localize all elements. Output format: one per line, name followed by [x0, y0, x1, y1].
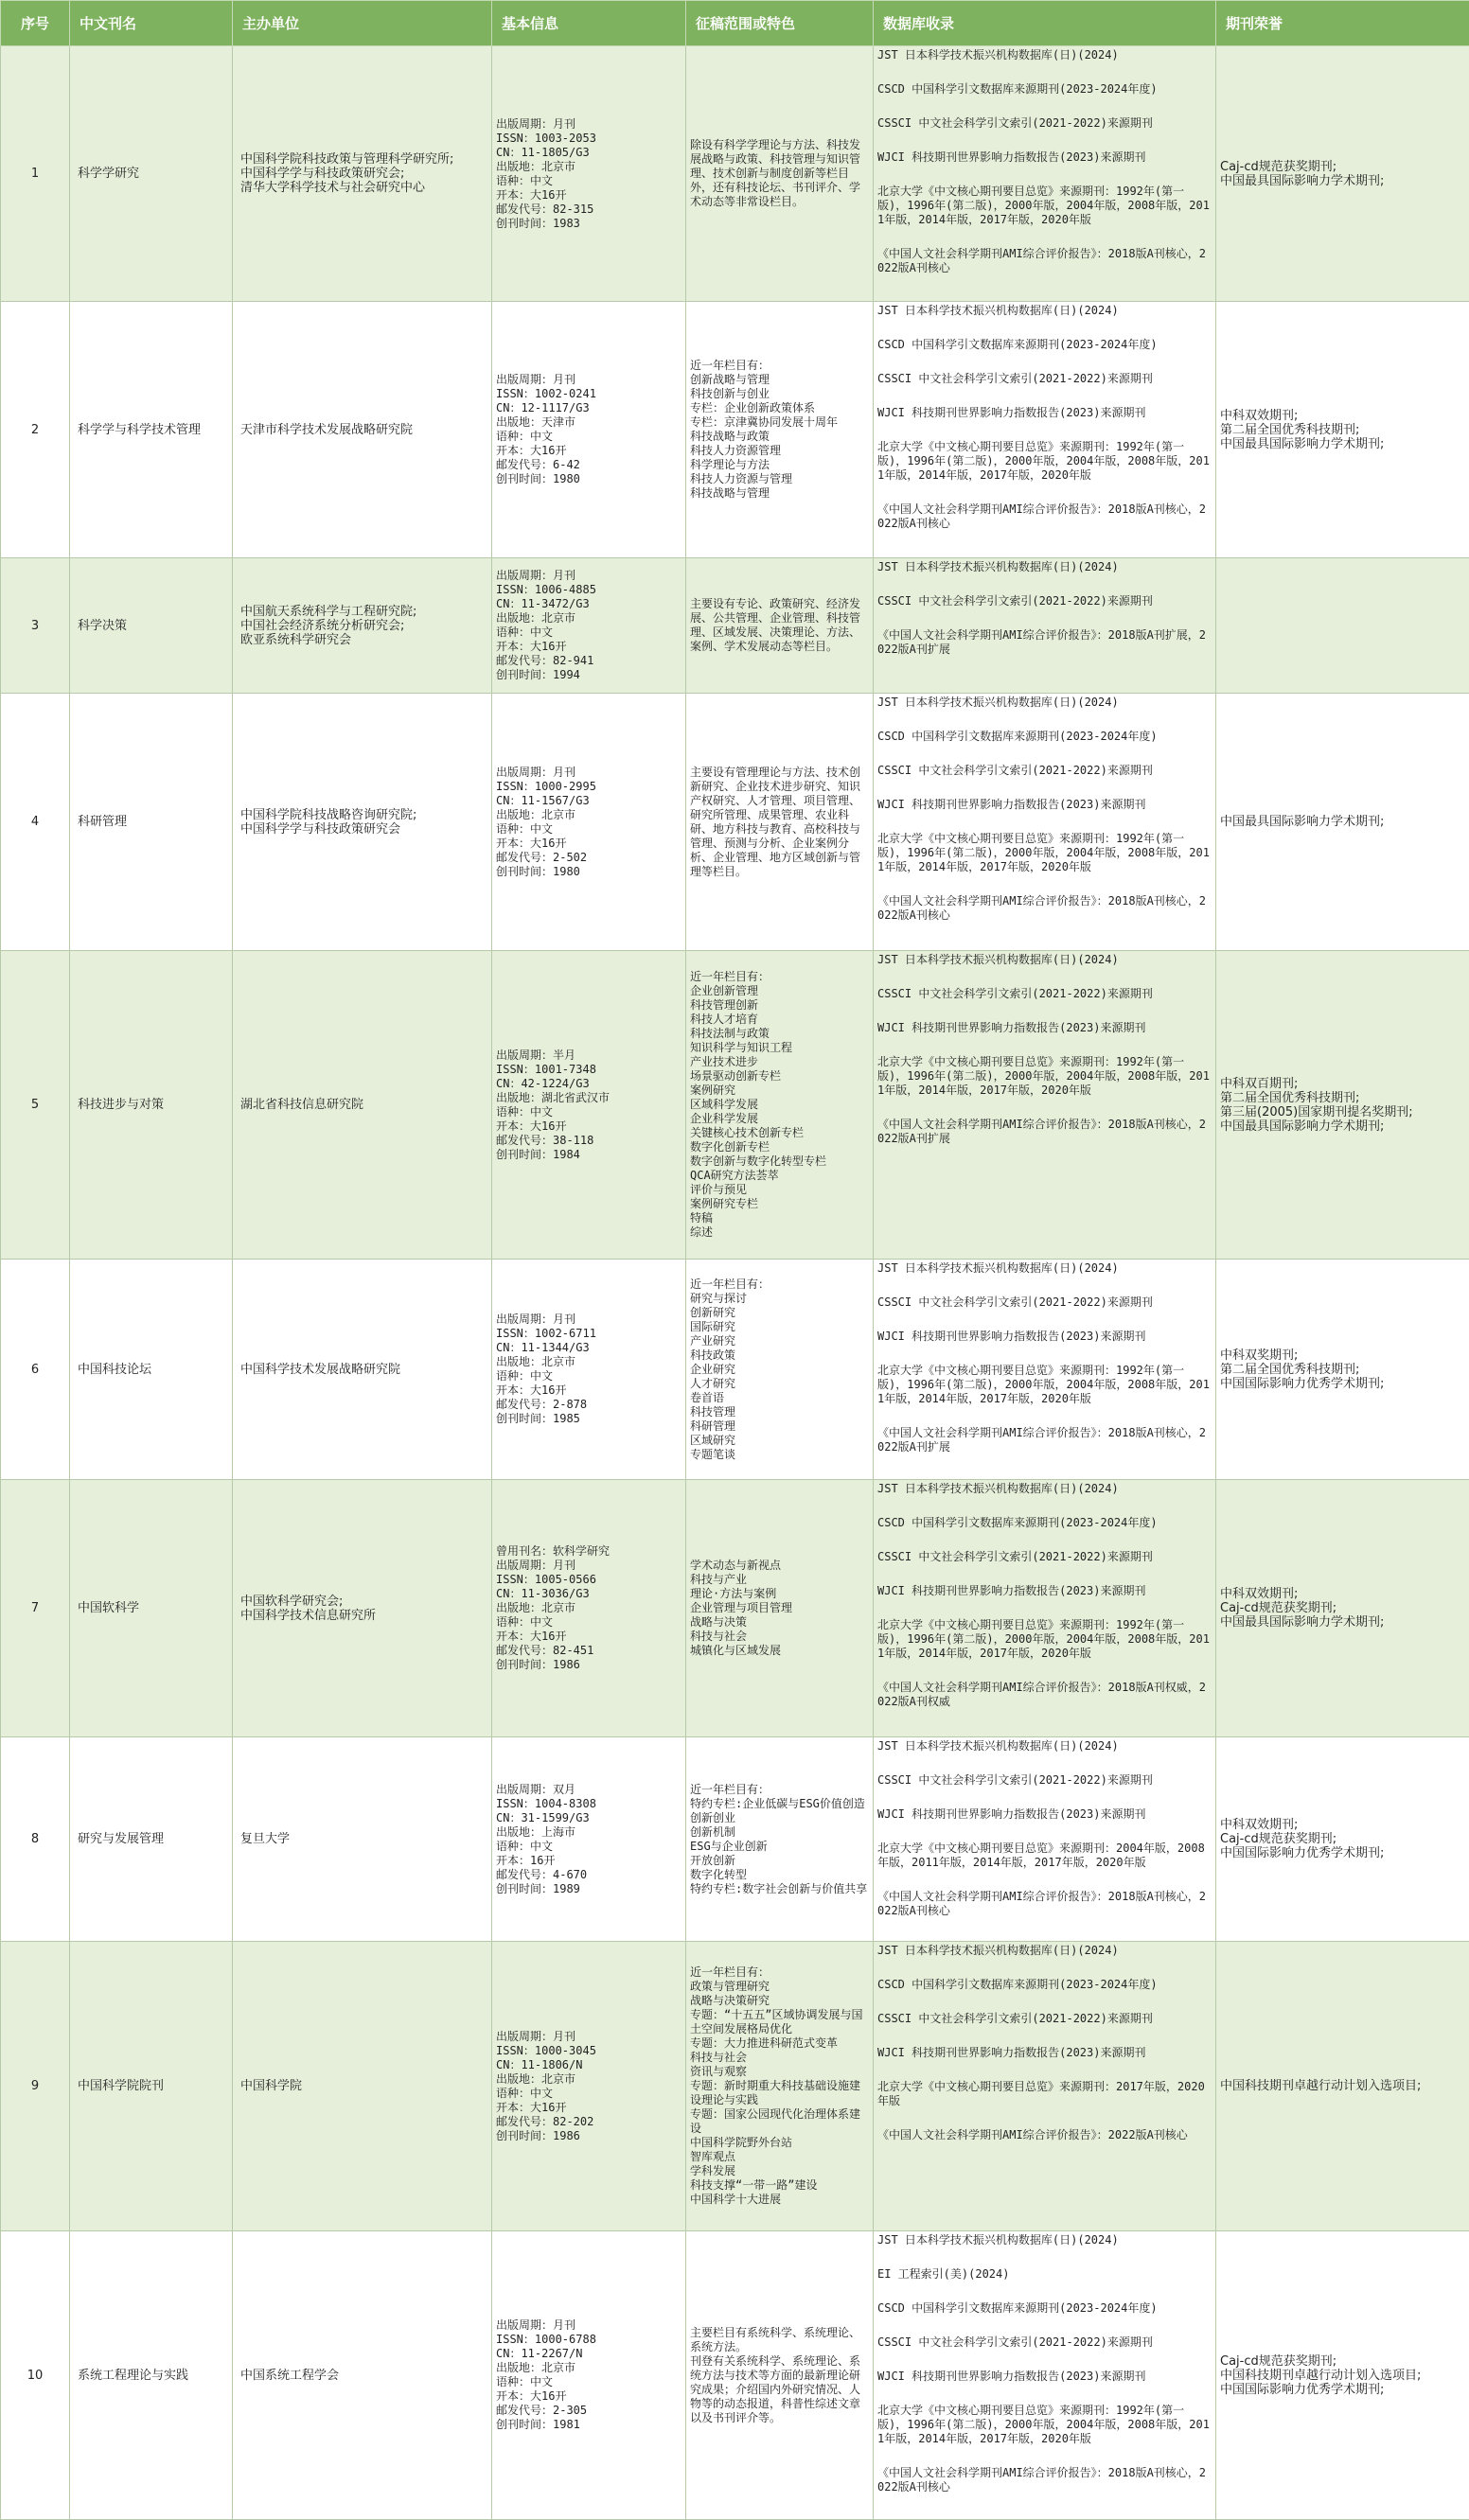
database-entry: JST 日本科学技术振兴机构数据库(日)(2024) — [877, 1261, 1212, 1276]
cell-honors — [1216, 1260, 1469, 1480]
database-entry: CSCD 中国科学引文数据库来源期刊(2023-2024年度) — [877, 1516, 1212, 1530]
database-entry: CSSCI 中文社会科学引文索引(2021-2022)来源期刊 — [877, 594, 1212, 608]
database-entry: JST 日本科学技术振兴机构数据库(日)(2024) — [877, 1944, 1212, 1958]
cell-journal-name: 科技进步与对策 — [70, 951, 233, 1260]
database-entry: 《中国人文社会科学期刊AMI综合评价报告》：2018版A刊核心，2022版A刊扩展 — [877, 1118, 1212, 1146]
honor-entry: 第二届全国优秀科技期刊; — [1220, 1091, 1465, 1105]
honor-entry: 中国最具国际影响力学术期刊; — [1220, 437, 1465, 451]
cell-honors — [1216, 1737, 1469, 1942]
cell-index: 8 — [1, 1737, 70, 1942]
table-row — [1, 694, 1469, 951]
cell-journal-name: 科学决策 — [70, 558, 233, 694]
cell-index: 2 — [1, 302, 70, 558]
database-entry: CSSCI 中文社会科学引文索引(2021-2022)来源期刊 — [877, 987, 1212, 1001]
database-entry: JST 日本科学技术振兴机构数据库(日)(2024) — [877, 2233, 1212, 2247]
database-entry: JST 日本科学技术振兴机构数据库(日)(2024) — [877, 1482, 1212, 1496]
database-entry: WJCI 科技期刊世界影响力指数报告(2023)来源期刊 — [877, 1584, 1212, 1598]
cell-journal-name: 中国科技论坛 — [70, 1260, 233, 1480]
database-entry: 《中国人文社会科学期刊AMI综合评价报告》：2018版A刊核心，2022版A刊扩展 — [877, 1426, 1212, 1454]
cell-journal-name: 科学学与科学技术管理 — [70, 302, 233, 558]
database-entry: CSSCI 中文社会科学引文索引(2021-2022)来源期刊 — [877, 1773, 1212, 1788]
header-scope[interactable]: 征稿范围或特色 — [686, 1, 874, 46]
header-database[interactable]: 数据库收录 — [874, 1, 1216, 46]
header-host[interactable]: 主办单位 — [233, 1, 492, 46]
cell-basic-info: 出版周期：月刊 ISSN：1000-6788 CN：11-2267/N 出版地：北京市 语种：中文 开本：大16开 邮发代号：2-305 创刊时间：1981 — [492, 2231, 686, 2520]
database-entry: 北京大学《中文核心期刊要目总览》来源期刊：1992年(第一版)，1996年(第二版)，2000年版，2004年版，2008年版，2011年版，2014年版，2017年版，2020年版 — [877, 832, 1212, 874]
cell-basic-info: 出版周期：半月 ISSN：1001-7348 CN：42-1224/G3 出版地：湖北省武汉市 语种：中文 开本：大16开 邮发代号：38-118 创刊时间：1984 — [492, 951, 686, 1260]
database-entry: CSCD 中国科学引文数据库来源期刊(2023-2024年度) — [877, 1978, 1212, 1992]
cell-index: 5 — [1, 951, 70, 1260]
database-entry: WJCI 科技期刊世界影响力指数报告(2023)来源期刊 — [877, 1330, 1212, 1344]
database-entry: CSSCI 中文社会科学引文索引(2021-2022)来源期刊 — [877, 1550, 1212, 1564]
cell-database — [874, 1737, 1216, 1942]
cell-scope: 除设有科学学理论与方法、科技发展战略与政策、科技管理与知识管理、技术创新与制度创新等栏目外，还有科技论坛、书刊评介、学术动态等非常设栏目。 — [686, 46, 874, 302]
header-name[interactable]: 中文刊名 — [70, 1, 233, 46]
cell-journal-name: 研究与发展管理 — [70, 1737, 233, 1942]
honor-entry: 中国科技期刊卓越行动计划入选项目; — [1220, 2369, 1465, 2383]
header-info[interactable]: 基本信息 — [492, 1, 686, 46]
database-entry: 《中国人文社会科学期刊AMI综合评价报告》：2018版A刊核心，2022版A刊核心 — [877, 247, 1212, 275]
honor-entry: 第二届全国优秀科技期刊; — [1220, 423, 1465, 437]
cell-scope: 近一年栏目有： 企业创新管理 科技管理创新 科技人才培育 科技法制与政策 知识科学与知识工程 产业技术进步 场景驱动创新专栏 案例研究 区域科学发展 企业科学发展 关键核心技术创新专栏 数字化创新专栏 数字创新与数字化转型专栏 QCA研究方法荟萃 评价与预见 案例研究专栏 特稿 综述 — [686, 951, 874, 1260]
header-index[interactable]: 序号 — [1, 1, 70, 46]
database-entry: 《中国人文社会科学期刊AMI综合评价报告》：2018版A刊扩展，2022版A刊扩展 — [877, 628, 1212, 657]
cell-index: 6 — [1, 1260, 70, 1480]
cell-basic-info: 出版周期：月刊 ISSN：1002-0241 CN：12-1117/G3 出版地：天津市 语种：中文 开本：大16开 邮发代号：6-42 创刊时间：1980 — [492, 302, 686, 558]
database-entry: 《中国人文社会科学期刊AMI综合评价报告》：2018版A刊核心，2022版A刊核心 — [877, 894, 1212, 923]
cell-basic-info: 曾用刊名：软科学研究 出版周期：月刊 ISSN：1005-0566 CN：11-3036/G3 出版地：北京市 语种：中文 开本：大16开 邮发代号：82-451 创刊时间：1986 — [492, 1480, 686, 1737]
database-entry: EI 工程索引(美)(2024) — [877, 2267, 1212, 2282]
honor-entry: 中科双效期刊; — [1220, 1587, 1465, 1601]
table-row — [1, 46, 1469, 302]
cell-journal-name: 中国软科学 — [70, 1480, 233, 1737]
cell-honors — [1216, 558, 1469, 694]
cell-index: 4 — [1, 694, 70, 951]
cell-index: 9 — [1, 1942, 70, 2231]
honor-entry: 中国科技期刊卓越行动计划入选项目; — [1220, 2079, 1465, 2093]
honor-entry: 中科双效期刊; — [1220, 409, 1465, 423]
database-entry: CSSCI 中文社会科学引文索引(2021-2022)来源期刊 — [877, 1295, 1212, 1310]
cell-basic-info: 出版周期：月刊 ISSN：1000-2995 CN：11-1567/G3 出版地：北京市 语种：中文 开本：大16开 邮发代号：2-502 创刊时间：1980 — [492, 694, 686, 951]
cell-database — [874, 302, 1216, 558]
database-entry: WJCI 科技期刊世界影响力指数报告(2023)来源期刊 — [877, 406, 1212, 420]
table-row — [1, 1480, 1469, 1737]
cell-scope: 近一年栏目有： 特约专栏:企业低碳与ESG价值创造 创新创业 创新机制 ESG与企业创新 开放创新 数字化转型 特约专栏:数字社会创新与价值共享 — [686, 1737, 874, 1942]
database-entry: 北京大学《中文核心期刊要目总览》来源期刊：1992年(第一版)，1996年(第二版)，2000年版，2004年版，2008年版，2011年版，2014年版，2017年版，2020年版 — [877, 1618, 1212, 1661]
database-entry: CSSCI 中文社会科学引文索引(2021-2022)来源期刊 — [877, 372, 1212, 386]
cell-basic-info: 出版周期：月刊 ISSN：1006-4885 CN：11-3472/G3 出版地：北京市 语种：中文 开本：大16开 邮发代号：82-941 创刊时间：1994 — [492, 558, 686, 694]
cell-database — [874, 1480, 1216, 1737]
database-entry: WJCI 科技期刊世界影响力指数报告(2023)来源期刊 — [877, 1021, 1212, 1035]
database-entry: WJCI 科技期刊世界影响力指数报告(2023)来源期刊 — [877, 150, 1212, 165]
cell-host: 中国软科学研究会; 中国科学技术信息研究所 — [233, 1480, 492, 1737]
database-entry: 北京大学《中文核心期刊要目总览》来源期刊：2004年版，2008年版，2011年版，2014年版，2017年版，2020年版 — [877, 1842, 1212, 1870]
table-row — [1, 1942, 1469, 2231]
cell-host: 中国科学院科技战略咨询研究院; 中国科学学与科技政策研究会 — [233, 694, 492, 951]
database-entry: 《中国人文社会科学期刊AMI综合评价报告》：2018版A刊核心，2022版A刊核心 — [877, 2466, 1212, 2494]
database-entry: 北京大学《中文核心期刊要目总览》来源期刊：1992年(第一版)，1996年(第二版)，2000年版，2004年版，2008年版，2011年版，2014年版，2017年版，2020年版 — [877, 185, 1212, 227]
database-entry: WJCI 科技期刊世界影响力指数报告(2023)来源期刊 — [877, 2046, 1212, 2060]
honor-entry: 中科双奖期刊; — [1220, 1348, 1465, 1363]
cell-scope: 近一年栏目有： 创新战略与管理 科技创新与创业 专栏：企业创新政策体系 专栏：京津冀协同发展十周年 科技战略与政策 科技人力资源管理 科学理论与方法 科技人力资源与管理 科技战略与管理 — [686, 302, 874, 558]
database-entry: WJCI 科技期刊世界影响力指数报告(2023)来源期刊 — [877, 2370, 1212, 2384]
database-entry: JST 日本科学技术振兴机构数据库(日)(2024) — [877, 48, 1212, 62]
database-entry: 《中国人文社会科学期刊AMI综合评价报告》：2022版A刊核心 — [877, 2128, 1212, 2142]
database-entry: CSCD 中国科学引文数据库来源期刊(2023-2024年度) — [877, 730, 1212, 744]
cell-host: 中国系统工程学会 — [233, 2231, 492, 2520]
cell-scope: 近一年栏目有： 研究与探讨 创新研究 国际研究 产业研究 科技政策 企业研究 人才研究 卷首语 科技管理 科研管理 区域研究 专题笔谈 — [686, 1260, 874, 1480]
database-entry: 北京大学《中文核心期刊要目总览》来源期刊：1992年(第一版)，1996年(第二版)，2000年版，2004年版，2008年版，2011年版，2014年版，2017年版，2020年版 — [877, 1364, 1212, 1406]
cell-database — [874, 2231, 1216, 2520]
honor-entry: 中国最具国际影响力学术期刊; — [1220, 1119, 1465, 1134]
cell-honors — [1216, 46, 1469, 302]
database-entry: WJCI 科技期刊世界影响力指数报告(2023)来源期刊 — [877, 798, 1212, 812]
cell-host: 中国科学院 — [233, 1942, 492, 2231]
table-row — [1, 1737, 1469, 1942]
cell-honors — [1216, 302, 1469, 558]
header-honors[interactable]: 期刊荣誉 — [1216, 1, 1469, 46]
cell-index: 3 — [1, 558, 70, 694]
cell-database — [874, 1260, 1216, 1480]
cell-index: 7 — [1, 1480, 70, 1737]
cell-host: 中国航天系统科学与工程研究院; 中国社会经济系统分析研究会; 欧亚系统科学研究会 — [233, 558, 492, 694]
cell-honors — [1216, 1942, 1469, 2231]
database-entry: CSCD 中国科学引文数据库来源期刊(2023-2024年度) — [877, 2301, 1212, 2316]
cell-database — [874, 558, 1216, 694]
database-entry: CSSCI 中文社会科学引文索引(2021-2022)来源期刊 — [877, 764, 1212, 778]
honor-entry: 中国最具国际影响力学术期刊; — [1220, 1615, 1465, 1630]
honor-entry: 中国最具国际影响力学术期刊; — [1220, 174, 1465, 188]
table-row — [1, 558, 1469, 694]
database-entry: 北京大学《中文核心期刊要目总览》来源期刊：2017年版，2020年版 — [877, 2080, 1212, 2108]
database-entry: CSSCI 中文社会科学引文索引(2021-2022)来源期刊 — [877, 2012, 1212, 2026]
database-entry: 北京大学《中文核心期刊要目总览》来源期刊：1992年(第一版)，1996年(第二版)，2000年版，2004年版，2008年版，2011年版，2014年版，2017年版，2020年版 — [877, 1055, 1212, 1098]
cell-database — [874, 46, 1216, 302]
cell-basic-info: 出版周期：月刊 ISSN：1003-2053 CN：11-1805/G3 出版地：北京市 语种：中文 开本：大16开 邮发代号：82-315 创刊时间：1983 — [492, 46, 686, 302]
cell-host: 天津市科学技术发展战略研究院 — [233, 302, 492, 558]
honor-entry: Caj-cd规范获奖期刊; — [1220, 2354, 1465, 2369]
cell-scope: 主要设有专论、政策研究、经济发展、公共管理、企业管理、科技管理、区域发展、决策理论、方法、案例、学术发展动态等栏目。 — [686, 558, 874, 694]
cell-journal-name: 系统工程理论与实践 — [70, 2231, 233, 2520]
database-entry: 北京大学《中文核心期刊要目总览》来源期刊：1992年(第一版)，1996年(第二版)，2000年版，2004年版，2008年版，2011年版，2014年版，2017年版，2020年版 — [877, 440, 1212, 483]
cell-database — [874, 694, 1216, 951]
cell-host: 湖北省科技信息研究院 — [233, 951, 492, 1260]
table-row — [1, 951, 1469, 1260]
cell-journal-name: 中国科学院院刊 — [70, 1942, 233, 2231]
cell-basic-info: 出版周期：月刊 ISSN：1002-6711 CN：11-1344/G3 出版地：北京市 语种：中文 开本：大16开 邮发代号：2-878 创刊时间：1985 — [492, 1260, 686, 1480]
honor-entry: 中科双百期刊; — [1220, 1077, 1465, 1091]
database-entry: JST 日本科学技术振兴机构数据库(日)(2024) — [877, 304, 1212, 318]
cell-database — [874, 951, 1216, 1260]
cell-scope: 主要栏目有系统科学、系统理论、系统方法。 刊登有关系统科学、系统理论、系统方法与技术等方面的最新理论研究成果；介绍国内外研究情况、人物等的动态报道，科普性综述文章以及书刊评介等。 — [686, 2231, 874, 2520]
cell-host: 中国科学院科技政策与管理科学研究所; 中国科学学与科技政策研究会; 清华大学科学技术与社会研究中心 — [233, 46, 492, 302]
database-entry: CSSCI 中文社会科学引文索引(2021-2022)来源期刊 — [877, 2335, 1212, 2350]
database-entry: 《中国人文社会科学期刊AMI综合评价报告》：2018版A刊权威，2022版A刊权威 — [877, 1681, 1212, 1709]
cell-index: 1 — [1, 46, 70, 302]
cell-index: 10 — [1, 2231, 70, 2520]
cell-honors — [1216, 951, 1469, 1260]
cell-scope: 主要设有管理理论与方法、技术创新研究、企业技术进步研究、知识产权研究、人才管理、项目管理、研究所管理、成果管理、农业科研、地方科技与教育、高校科技与管理、预测与分析、企业案例分析、企业管理、地方区域创新与管理等栏目。 — [686, 694, 874, 951]
honor-entry: 中国国际影响力优秀学术期刊; — [1220, 1846, 1465, 1860]
database-entry: JST 日本科学技术振兴机构数据库(日)(2024) — [877, 1739, 1212, 1753]
cell-basic-info: 出版周期：双月 ISSN：1004-8308 CN：31-1599/G3 出版地：上海市 语种：中文 开本：16开 邮发代号：4-670 创刊时间：1989 — [492, 1737, 686, 1942]
database-entry: JST 日本科学技术振兴机构数据库(日)(2024) — [877, 696, 1212, 710]
cell-scope: 学术动态与新视点 科技与产业 理论·方法与案例 企业管理与项目管理 战略与决策 科技与社会 城镇化与区域发展 — [686, 1480, 874, 1737]
honor-entry: 中国最具国际影响力学术期刊; — [1220, 815, 1465, 829]
honor-entry: 中科双效期刊; — [1220, 1818, 1465, 1832]
honor-entry: Caj-cd规范获奖期刊; — [1220, 1601, 1465, 1615]
cell-journal-name: 科研管理 — [70, 694, 233, 951]
database-entry: CSSCI 中文社会科学引文索引(2021-2022)来源期刊 — [877, 116, 1212, 131]
database-entry: CSCD 中国科学引文数据库来源期刊(2023-2024年度) — [877, 82, 1212, 97]
cell-honors — [1216, 694, 1469, 951]
database-entry: 北京大学《中文核心期刊要目总览》来源期刊：1992年(第一版)，1996年(第二版)，2000年版，2004年版，2008年版，2011年版，2014年版，2017年版，2020年版 — [877, 2404, 1212, 2446]
honor-entry: 中国国际影响力优秀学术期刊; — [1220, 2383, 1465, 2397]
database-entry: 《中国人文社会科学期刊AMI综合评价报告》：2018版A刊核心，2022版A刊核心 — [877, 502, 1212, 531]
database-entry: JST 日本科学技术振兴机构数据库(日)(2024) — [877, 953, 1212, 967]
honor-entry: 第三届(2005)国家期刊提名奖期刊; — [1220, 1105, 1465, 1119]
database-entry: CSCD 中国科学引文数据库来源期刊(2023-2024年度) — [877, 338, 1212, 352]
cell-honors — [1216, 1480, 1469, 1737]
honor-entry: 第二届全国优秀科技期刊; — [1220, 1363, 1465, 1377]
table-body — [1, 46, 1469, 2520]
table-row — [1, 302, 1469, 558]
table-row — [1, 1260, 1469, 1480]
cell-honors — [1216, 2231, 1469, 2520]
database-entry: JST 日本科学技术振兴机构数据库(日)(2024) — [877, 560, 1212, 574]
database-entry: WJCI 科技期刊世界影响力指数报告(2023)来源期刊 — [877, 1807, 1212, 1822]
cell-database — [874, 1942, 1216, 2231]
honor-entry: 中国国际影响力优秀学术期刊; — [1220, 1377, 1465, 1391]
header-row — [1, 1, 1469, 46]
table-row — [1, 2231, 1469, 2520]
honor-entry: Caj-cd规范获奖期刊; — [1220, 1832, 1465, 1846]
cell-host: 复旦大学 — [233, 1737, 492, 1942]
cell-host: 中国科学技术发展战略研究院 — [233, 1260, 492, 1480]
cell-journal-name: 科学学研究 — [70, 46, 233, 302]
cell-scope: 近一年栏目有： 政策与管理研究 战略与决策研究 专题：“十五五”区域协调发展与国土空间发展格局优化 专题：大力推进科研范式变革 科技与社会 资讯与观察 专题：新时期重大科技基础设施建设理论与实践 专题：国家公园现代化治理体系建设 中国科学院野外台站 智库观点 学科发展 科技支撑“一带一路”建设 中国科学十大进展 — [686, 1942, 874, 2231]
database-entry: 《中国人文社会科学期刊AMI综合评价报告》：2018版A刊核心，2022版A刊核心 — [877, 1890, 1212, 1918]
honor-entry: Caj-cd规范获奖期刊; — [1220, 160, 1465, 174]
cell-basic-info: 出版周期：月刊 ISSN：1000-3045 CN：11-1806/N 出版地：北京市 语种：中文 开本：大16开 邮发代号：82-202 创刊时间：1986 — [492, 1942, 686, 2231]
